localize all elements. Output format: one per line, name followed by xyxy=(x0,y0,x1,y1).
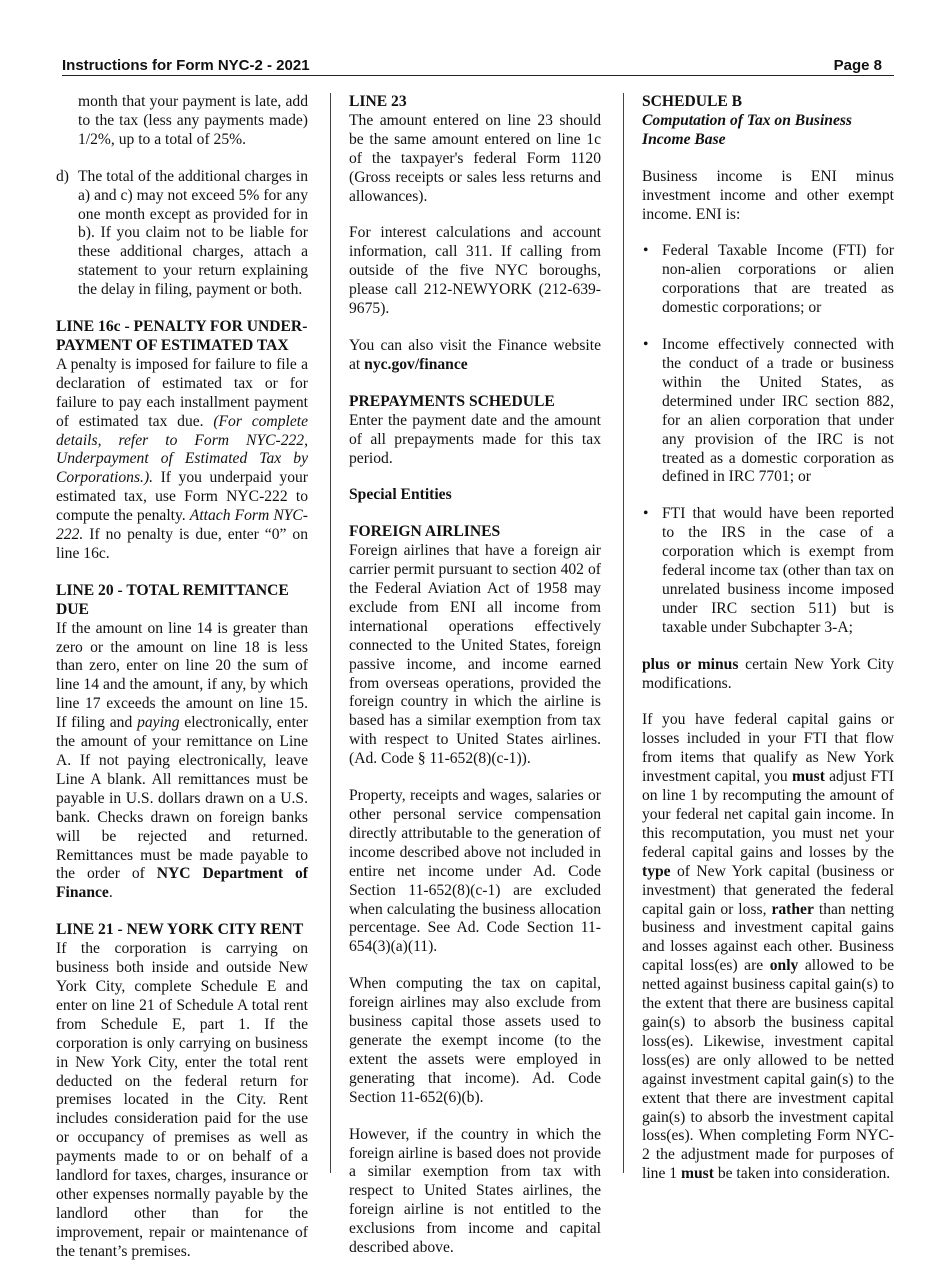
capital-bold-5: must xyxy=(680,1165,714,1183)
foreign-airlines-p2: Property, receipts and wages, salaries or other personal service compensation directly attributable to the generation of income described above not included in entire net income under Ad. Code Section 11-652(8)(c-1) are excluded when calculating the business allocation percentage. See Ad. Code Section 11- 654(3)(a)(11). xyxy=(349,787,601,956)
capital-bold-4: only xyxy=(769,957,799,975)
column-divider xyxy=(330,93,331,1173)
bullet-icon: • xyxy=(643,242,649,260)
list-item-d xyxy=(56,168,308,300)
capital-text-2: adjust FTI on line 1 by recomputing the amount of your federal net capital gain income. In this recomputation, you must net your federal capital gains and losses by the xyxy=(642,768,894,861)
column-divider xyxy=(623,93,624,1173)
foreign-airlines-p1: Foreign airlines that have a foreign air carrier permit pursuant to section 402 of the Federal Aviation Act of 1958 may exclude from ENI all income from international operations effectively connected to the United States, foreign passive income, and income earned from overseas operations, provided the foreign country in which the airline is based has a similar exemption from tax with respect to United States airlines. (Ad. Code § 11-652(8)(c-1)). xyxy=(349,542,601,768)
foreign-airlines-p4: However, if the country in which the foreign airline is based does not provide a similar exemption from tax with respect to United States airlines, the foreign airline is not entitled to the exclusions from income and capital described above. xyxy=(349,1125,601,1257)
plus-minus-bold: plus or minus xyxy=(642,655,739,673)
list-item xyxy=(642,336,894,487)
eni-bullet-list xyxy=(642,242,894,637)
line20-text-1: If the amount on line 14 is greater than zero or the amount on line 18 is less than zero, enter on line 20 the sum of line 14 and the amount, if any, by which line 17 exceeds the amount on line 15. If filing and xyxy=(56,619,308,732)
capital-bold-3: rather xyxy=(771,900,814,918)
schedule-b-subheading: Computation of Tax on Business Income Base xyxy=(642,111,853,148)
capital-text-1: If you have federal capital gains or losses included in your FTI that flow from items that qualify as New York investment capital, you xyxy=(642,711,894,786)
capital-text-5: allowed to be netted against business capital gain(s) to the extent that there are business capital gain(s) to absorb the business capital loss(es). Likewise, investment capital loss(es) are only allowed to be netted against investment capital gain(s) to the extent that there are investment capital gain(s) to absorb the investment capital loss(es). When completing Form NYC-2 the adjustment made for purposes of line 1 xyxy=(642,957,895,1183)
line16c-text-2: (For complete details, refer to Form NYC-222, Underpayment of Estimated Tax by Corporations.). xyxy=(56,412,308,487)
column-left xyxy=(56,93,308,1280)
column-middle xyxy=(349,93,601,1276)
bullet-text: FTI that would have been reported to the IRS in the case of a corporation which is exempt from federal income tax (other than tax on unrelated business income imposed under IRC section 511) but is taxable under Subchapter 3-A; xyxy=(662,505,894,636)
line16c-text-1: A penalty is imposed for failure to file a declaration of estimated tax or for failure to pay each installment payment of estimated tax due. xyxy=(56,355,308,430)
page-header xyxy=(62,57,894,76)
website-link[interactable]: nyc.gov/finance xyxy=(364,355,468,373)
capital-text-6: be taken into consideration. xyxy=(713,1165,891,1183)
line21-heading: LINE 21 - NEW YORK CITY RENT xyxy=(56,921,304,939)
line16c-text xyxy=(56,356,308,564)
prepayments-heading: PREPAYMENTS SCHEDULE xyxy=(349,392,555,410)
prepayments-text: Enter the payment date and the amount of all prepayments made for this tax period. xyxy=(349,411,601,467)
line23-text: The amount entered on line 23 should be the same amount entered on line 1c of the taxpayer's federal Form 1120 (Gross receipts or sales less returns and allowances). xyxy=(349,111,601,205)
line16c-text-4: Attach Form NYC-222. xyxy=(56,507,308,544)
special-entities-heading: Special Entities xyxy=(349,486,452,504)
bullet-text: Federal Taxable Income (FTI) for non-alien corporations or alien corporations that are treated as domestic corporations; or xyxy=(662,242,894,317)
foreign-airlines-p3: When computing the tax on capital, foreign airlines may also exclude from business capital those assets used to generate the exempt income (to the extent the assets were employed in generating that income). Ad. Code Section 11-652(6)(b). xyxy=(349,975,601,1106)
line20-text-4: NYC Department of Finance xyxy=(56,865,308,902)
line20-text-3: electronically, enter the amount of your remittance on Line A. If not paying electronically, leave Line A blank. All remittances must be payable in U.S. dollars drawn on a U.S. bank. Checks drawn on foreign banks will be rejected and returned. Remittances must be made payable to the order of xyxy=(56,714,308,883)
plus-minus-text: certain New York City modifications. xyxy=(642,655,894,692)
line21-text: If the corporation is carrying on business both inside and outside New York City, complete Schedule E and enter on line 21 of Schedule A total rent from Schedule E, part 1. If the corporation is only carrying on business in New York City, enter the total rent deducted on the federal return for premises located in the City. Rent includes consideration paid for the use or occupancy of premises as well as payments made to or on behalf of a landlord for taxes, charges, insurance or other expenses normally payable by the landlord other than for the improvement, repair or maintenance of the tenant’s premises. xyxy=(56,940,308,1260)
capital-text-4: than netting business and investment capital gains and losses against each other. Business capital loss(es) are xyxy=(642,900,894,975)
line16c-heading: LINE 16c - PENALTY FOR UNDER-PAYMENT OF ESTIMATED TAX xyxy=(56,318,308,354)
list-item xyxy=(642,242,894,318)
capital-bold-2: type xyxy=(642,862,671,880)
foreign-airlines-heading: FOREIGN AIRLINES xyxy=(349,523,501,541)
bullet-text: Income effectively connected with the conduct of a trade or business within the United States, as determined under IRC section 882, for an alien corporation that under any provision of the IRC is not treated as a domestic corporation as defined in IRC 7701; or xyxy=(662,336,894,486)
line20-text-2: paying xyxy=(137,714,180,732)
capital-text-3: of New York capital (business or investment) that generated the federal capital gain or loss, xyxy=(642,862,894,918)
continued-text: month that your payment is late, add to the tax (less any payments made) 1/2%, up to a total of 25%. xyxy=(78,93,308,148)
website-text xyxy=(349,337,601,375)
page-number: Page 8 xyxy=(833,57,882,74)
list-item-text: The total of the additional charges in a) and c) may not exceed 5% for any one month except as provided for in b). If you claim not to be liable for these additional charges, attach a statement to your return explaining the delay in filing, payment or both. xyxy=(78,167,308,299)
modifications-text xyxy=(642,656,894,694)
list-marker: d) xyxy=(56,167,69,185)
line16c-text-3: If you underpaid your estimated tax, use Form NYC-222 to compute the penalty. xyxy=(56,469,308,525)
line23-heading: LINE 23 xyxy=(349,93,407,110)
document-title: Instructions for Form NYC-2 - 2021 xyxy=(62,57,310,74)
capital-bold-1: must xyxy=(791,768,825,786)
line20-heading: LINE 20 - TOTAL REMITTANCE DUE xyxy=(56,581,289,618)
column-right xyxy=(642,93,894,1202)
line20-text xyxy=(56,620,308,904)
capital-gains-text xyxy=(642,711,894,1184)
schedule-b-heading: SCHEDULE B xyxy=(642,93,743,110)
line16c-text-5: If no penalty is due, enter “0” on line 16c. xyxy=(56,526,308,562)
list-item xyxy=(642,505,894,637)
website-label: You can also visit the Finance website at xyxy=(349,336,601,373)
bullet-icon: • xyxy=(643,505,649,523)
line20-text-5: . xyxy=(108,884,113,902)
eni-intro: Business income is ENI minus investment income and other exempt income. ENI is: xyxy=(642,167,894,223)
bullet-icon: • xyxy=(643,336,649,354)
interest-text: For interest calculations and account information, call 311. If calling from outside of the five NYC boroughs, please call 212-NEWYORK (212-639-9675). xyxy=(349,224,601,318)
